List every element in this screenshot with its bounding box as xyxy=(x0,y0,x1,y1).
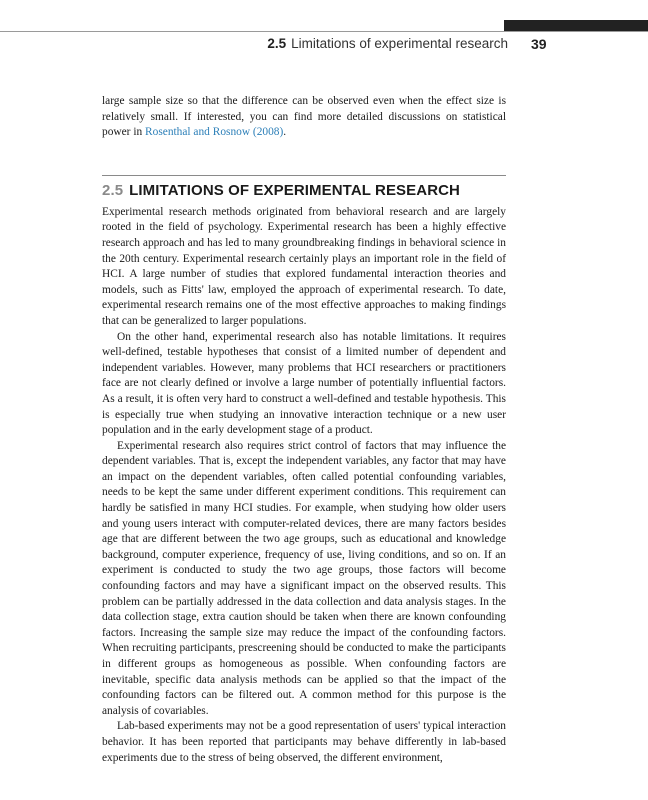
body-paragraph: Experimental research methods originated from behavioral research and are largely rooted in the field of psychology. Experimental research has been a highly effective research approach and has led to many groundbreaking findings in behavioral science in the 20th century. Experimental research certainly plays an important role in the field of HCI. A large number of studies that explored fundamental interaction theories and models, such as Fitts' law, employed the approach of experimental research. To date, experimental research remains one of the most effective approaches to making findings that can be generalized to larger populations. xyxy=(102,205,506,327)
body-paragraph: Experimental research also requires strict control of factors that may influence the dependent variables. That is, except the independent variables, any factor that may have an impact on the dependent variables, often called potential confounding variables, needs to be kept the same under different experiment conditions. This requirement can hardly be satisfied in many HCI studies. For example, when studying how older users and young users interact with computer-related devices, there are many factors besides age that are different between the two age groups, such as educational and knowledge background, computer experience, frequency of use, living conditions, and so on. If an experiment is conducted to study the two age groups, those factors will become confounding factors and may have a significant impact on the observed results. This problem can be partially addressed in the data collection and data analysis stages. In the data collection stage, extra caution should be taken when there are known confounding factors. Increasing the sample size may reduce the impact of the confounding factors. When recruiting participants, prescreening should be conducted to make the participants in different groups as homogeneous as possible. When confounding factors are inevitable, specific data analysis methods can be applied so that the impact of the confounding factors can be filtered out. A common method for this purpose is the analysis of covariables. xyxy=(102,439,506,717)
body-paragraph: On the other hand, experimental research also has notable limitations. It requires well-defined, testable hypotheses that consist of a limited number of dependent and independent variables. However, many problems that HCI researchers or practitioners face are not clearly defined or involve a large number of potentially influential factors. As a result, it is often very hard to construct a well-defined and testable hypothesis. This is especially true when studying an innovative interaction technique or a new user population and in the early development stage of a product. xyxy=(102,330,506,437)
section-divider xyxy=(102,175,506,176)
citation-link[interactable]: Rosenthal and Rosnow (2008) xyxy=(145,126,284,139)
intro-text: large sample size so that the difference can be observed even when the effect size is relatively small. If interested, you can find more detailed discussions on statistical power in xyxy=(102,95,506,139)
section-number: 2.5 xyxy=(102,181,124,199)
page-body xyxy=(102,94,506,766)
running-head-section-number: 2.5 xyxy=(267,36,287,51)
intro-text-end: . xyxy=(283,126,287,139)
section-title: LIMITATIONS OF EXPERIMENTAL RESEARCH xyxy=(129,181,460,199)
header-accent-bar xyxy=(504,20,648,31)
running-head-section-title: Limitations of experimental research xyxy=(291,36,508,51)
running-head-title xyxy=(267,36,508,51)
body-paragraph: Lab-based experiments may not be a good representation of users' typical interaction behavior. It has been reported that participants may behave differently in lab-based experiments due to the stress of being observed, the different environment, xyxy=(102,720,506,764)
intro-paragraph xyxy=(102,94,506,141)
section-heading xyxy=(102,182,506,199)
header-rule xyxy=(0,31,648,32)
running-head xyxy=(0,36,648,52)
page-number: 39 xyxy=(531,36,547,52)
